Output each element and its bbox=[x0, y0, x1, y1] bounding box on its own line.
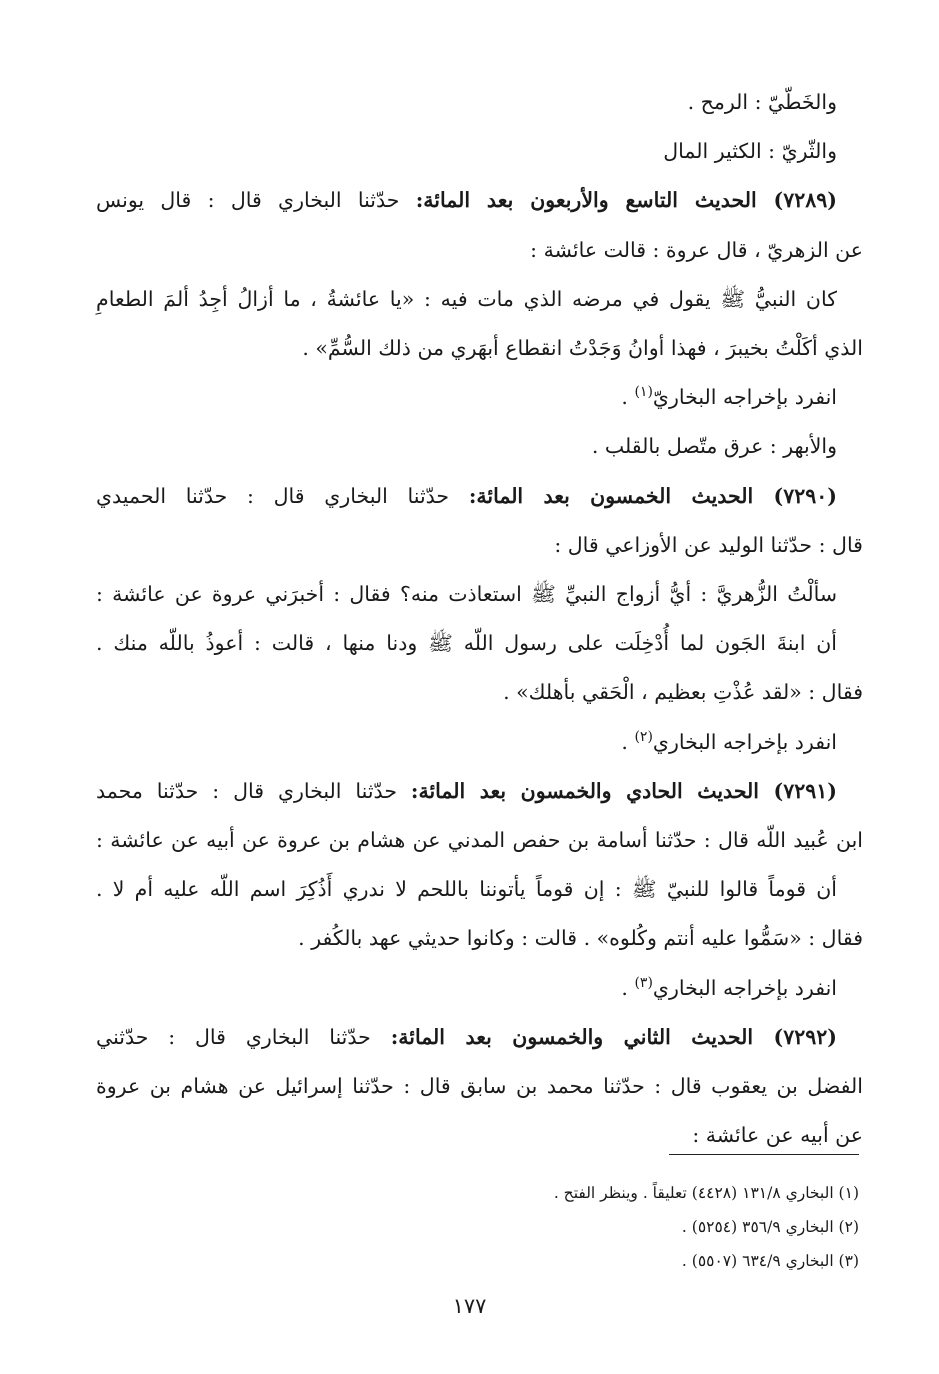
footnote: (١) البخاري ١٣١/٨ (٤٤٢٨) تعليقاً . وينظر الفتح . bbox=[553, 1184, 859, 1202]
hadith-heading-line bbox=[96, 1013, 863, 1062]
footnote: (٣) البخاري ٦٣٤/٩ (٥٥٠٧) . bbox=[681, 1252, 859, 1270]
text-fragment: انفرد بإخراجه البخاري bbox=[652, 729, 837, 754]
text-line: الذي أكَلْتُ بخيبرَ ، فهذا أوانُ وَجَدْتُ انقطاع أبهَري من ذلك السُّمِّ» . bbox=[302, 336, 863, 361]
attribution-line bbox=[96, 964, 863, 1013]
text-fragment: . bbox=[621, 385, 635, 410]
text-line: سألْتُ الزُّهريَّ : أيُّ أزواج النبيِّ ﷺ استعاذت منه؟ فقال : أخبرَني عروة عن عائشة : bbox=[96, 582, 837, 607]
hadith-number-heading: (٧٢٩١) الحديث الحادي والخمسون بعد المائة: bbox=[410, 778, 837, 803]
text-fragment: حدّثنا البخاري قال : حدّثنا محمد bbox=[96, 778, 411, 803]
main-text bbox=[96, 78, 863, 1160]
text-line: فقال : «لقد عُذْتِ بعظيم ، الْحَقي بأهلك» . bbox=[503, 680, 863, 705]
hadith-number-heading: (٧٢٩٠) الحديث الخمسون بعد المائة: bbox=[468, 483, 837, 508]
page-number: ١٧٧ bbox=[452, 1294, 487, 1318]
text-line: أن قوماً قالوا للنبيّ ﷺ : إن قوماً يأتوننا باللحم لا ندري أَذُكِرَ اسم اللّه عليه أم لا . bbox=[96, 877, 837, 902]
footnote-separator bbox=[669, 1154, 859, 1155]
text-line: كان النبيُّ ﷺ يقول في مرضه الذي مات فيه : «يا عائشةُ ، ما أزالُ أجِدُ ألمَ الطعامِ bbox=[96, 286, 837, 311]
text-fragment: حدّثنا البخاري قال : قال يونس bbox=[96, 188, 416, 213]
text-line: عن أبيه عن عائشة : bbox=[692, 1123, 863, 1148]
text-line: فقال : «سَمُّوا عليه أنتم وكُلوه» . قالت : وكانوا حديثي عهد بالكُفر . bbox=[298, 926, 863, 951]
text-line: الفضل بن يعقوب قال : حدّثنا محمد بن سابق قال : حدّثنا إسرائيل عن هشام بن عروة bbox=[96, 1074, 863, 1099]
text-line: قال : حدّثنا الوليد عن الأوزاعي قال : bbox=[554, 532, 863, 557]
text-line: والثّريّ : الكثير المال bbox=[663, 139, 837, 164]
text-fragment: . bbox=[621, 729, 635, 754]
text-fragment: . bbox=[621, 975, 635, 1000]
hadith-heading-line bbox=[96, 767, 863, 816]
text-fragment: حدّثنا البخاري قال : حدّثنا الحميدي bbox=[96, 483, 469, 508]
footnotes bbox=[96, 1176, 859, 1278]
footnote-marker: (٣) bbox=[634, 974, 653, 991]
hadith-number-heading: (٧٢٩٢) الحديث الثاني والخمسون بعد المائة: bbox=[390, 1024, 837, 1049]
text-line: أن ابنةَ الجَون لما أُدْخِلَت على رسول اللّه ﷺ ودنا منها ، قالت : أعوذُ باللّه منك . bbox=[96, 631, 837, 656]
text-line: ابن عُبيد اللّه قال : حدّثنا أسامة بن حفص المدني عن هشام بن عروة عن أبيه عن عائشة : bbox=[96, 828, 863, 853]
attribution-line bbox=[96, 718, 863, 767]
text-fragment: انفرد بإخراجه البخاريّ bbox=[652, 385, 837, 410]
text-line: عن الزهريّ ، قال عروة : قالت عائشة : bbox=[530, 237, 863, 262]
text-fragment: انفرد بإخراجه البخاري bbox=[652, 975, 837, 1000]
attribution-line bbox=[96, 373, 863, 422]
hadith-heading-line bbox=[96, 472, 863, 521]
hadith-heading-line bbox=[96, 176, 863, 225]
text-fragment: حدّثنا البخاري قال : حدّثني bbox=[96, 1024, 391, 1049]
footnote: (٢) البخاري ٣٥٦/٩ (٥٢٥٤) . bbox=[681, 1218, 859, 1236]
text-line: والأبهر : عرق متّصل بالقلب . bbox=[591, 434, 837, 459]
text-line: والخَطّيّ : الرمح . bbox=[687, 90, 837, 114]
footnote-marker: (١) bbox=[634, 384, 653, 401]
hadith-number-heading: (٧٢٨٩) الحديث التاسع والأربعون بعد المائة: bbox=[415, 188, 837, 213]
footnote-marker: (٢) bbox=[634, 728, 653, 745]
